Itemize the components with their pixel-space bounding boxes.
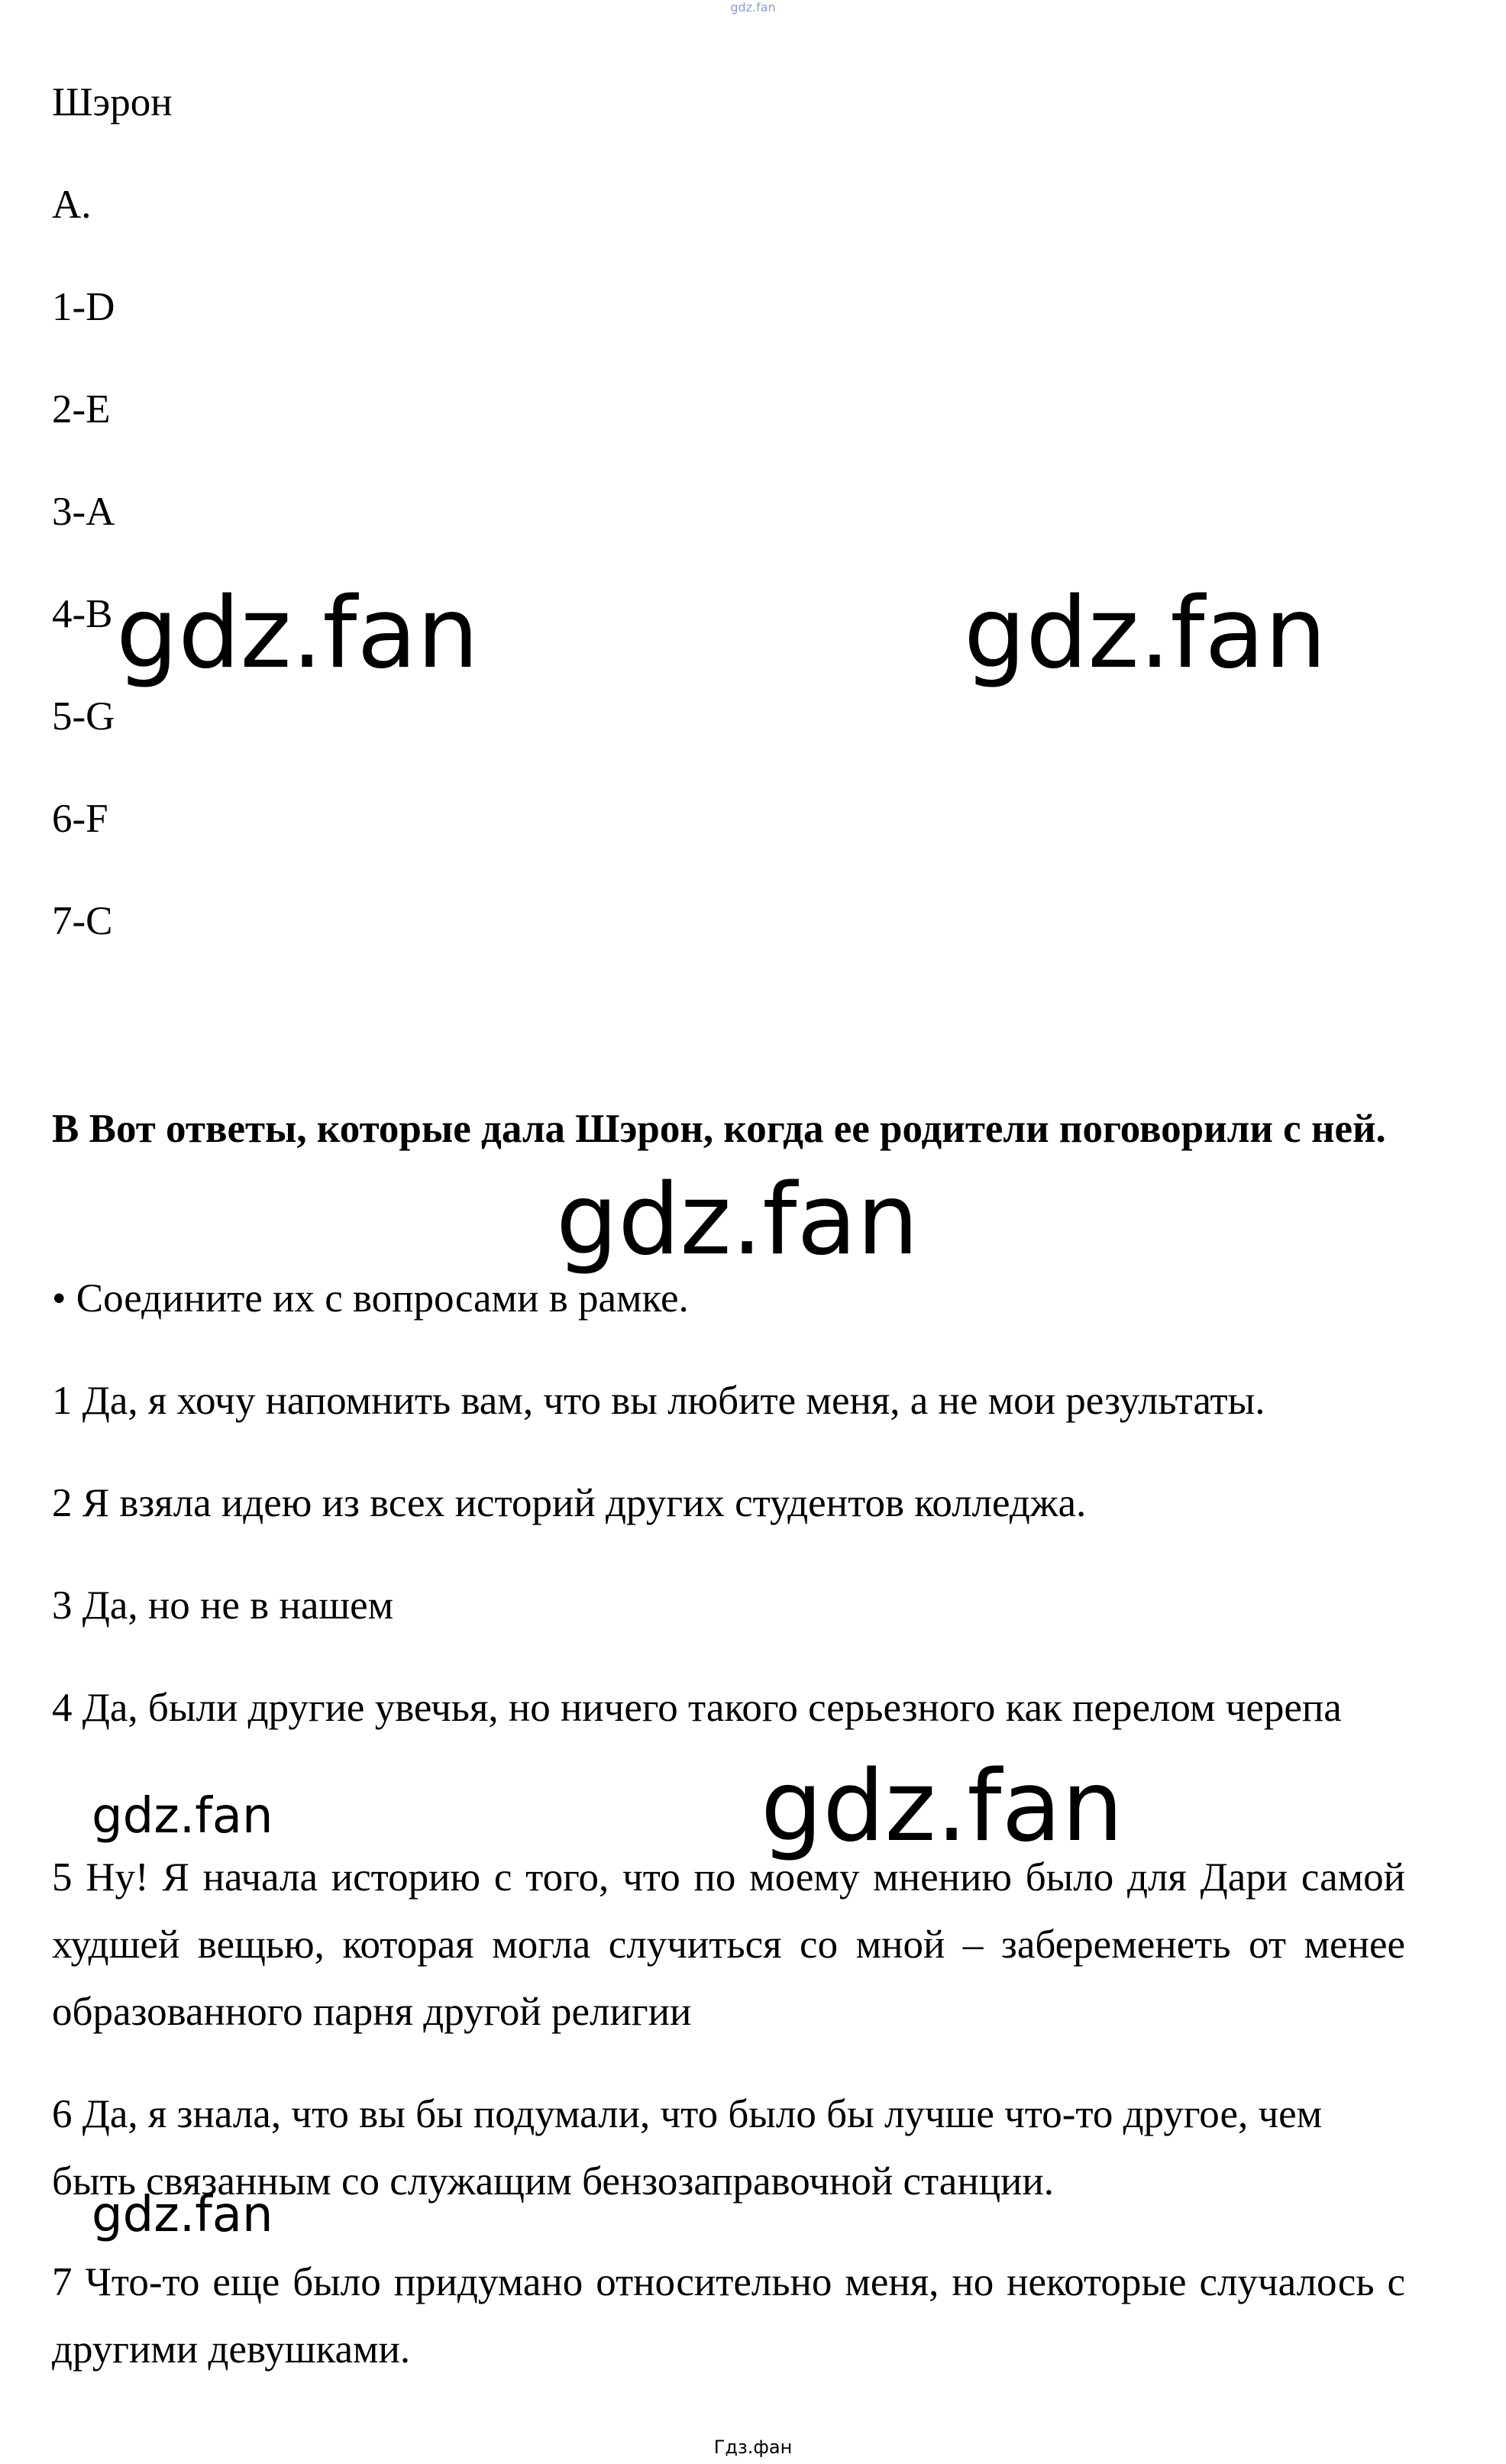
answer-item: 7-C [52, 899, 113, 943]
answer-item: 4-B [52, 592, 113, 636]
footer-watermark: Гдз.фан [713, 2437, 793, 2458]
watermark: gdz.fan [761, 1750, 1123, 1864]
section-b-heading: В Вот ответы, которые дала Шэрон, когда ее родители поговорили с ней. [52, 1107, 1386, 1151]
answer-item: 3-A [52, 490, 115, 534]
watermark: gdz.fan [92, 1788, 273, 1845]
section-title: Шэрон [52, 80, 173, 124]
watermark: gdz.fan [556, 1163, 919, 1277]
response-item: 1 Да, я хочу напомнить вам, что вы любите меня, а не мои результаты. [52, 1379, 1265, 1423]
response-item: 6 Да, я знала, что вы бы подумали, что было бы лучше что-то другое, чем быть связанным со служащим бензозаправочной станции. [52, 2092, 1323, 2204]
answer-item: 1-D [52, 285, 115, 329]
response-item: 4 Да, были другие увечья, но ничего такого серьезного как перелом черепа [52, 1686, 1342, 1730]
answer-item: 6-F [52, 797, 108, 841]
response-item: 7 Что-то еще было придумано относительно меня, но некоторые случалось с другими девушками. [52, 2260, 1405, 2372]
response-item: 3 Да, но не в нашем [52, 1583, 394, 1628]
answer-item: 5-G [52, 694, 115, 739]
top-watermark: gdz.fan [730, 0, 776, 15]
watermark: gdz.fan [116, 577, 479, 690]
response-item: 2 Я взяла идею из всех историй других студентов колледжа. [52, 1481, 1087, 1525]
watermark: gdz.fan [964, 577, 1327, 690]
section-b-instruction: • Соедините их с вопросами в рамке. [52, 1276, 689, 1321]
response-item: 5 Ну! Я начала историю с того, что по моему мнению было для Дари самой худшей вещью, которая могла случиться со мной – забеременеть от менее образованного парня другой религии [52, 1855, 1405, 2034]
section-a-label: A. [52, 183, 92, 227]
watermark: gdz.fan [92, 2187, 273, 2243]
answer-item: 2-E [52, 387, 111, 432]
